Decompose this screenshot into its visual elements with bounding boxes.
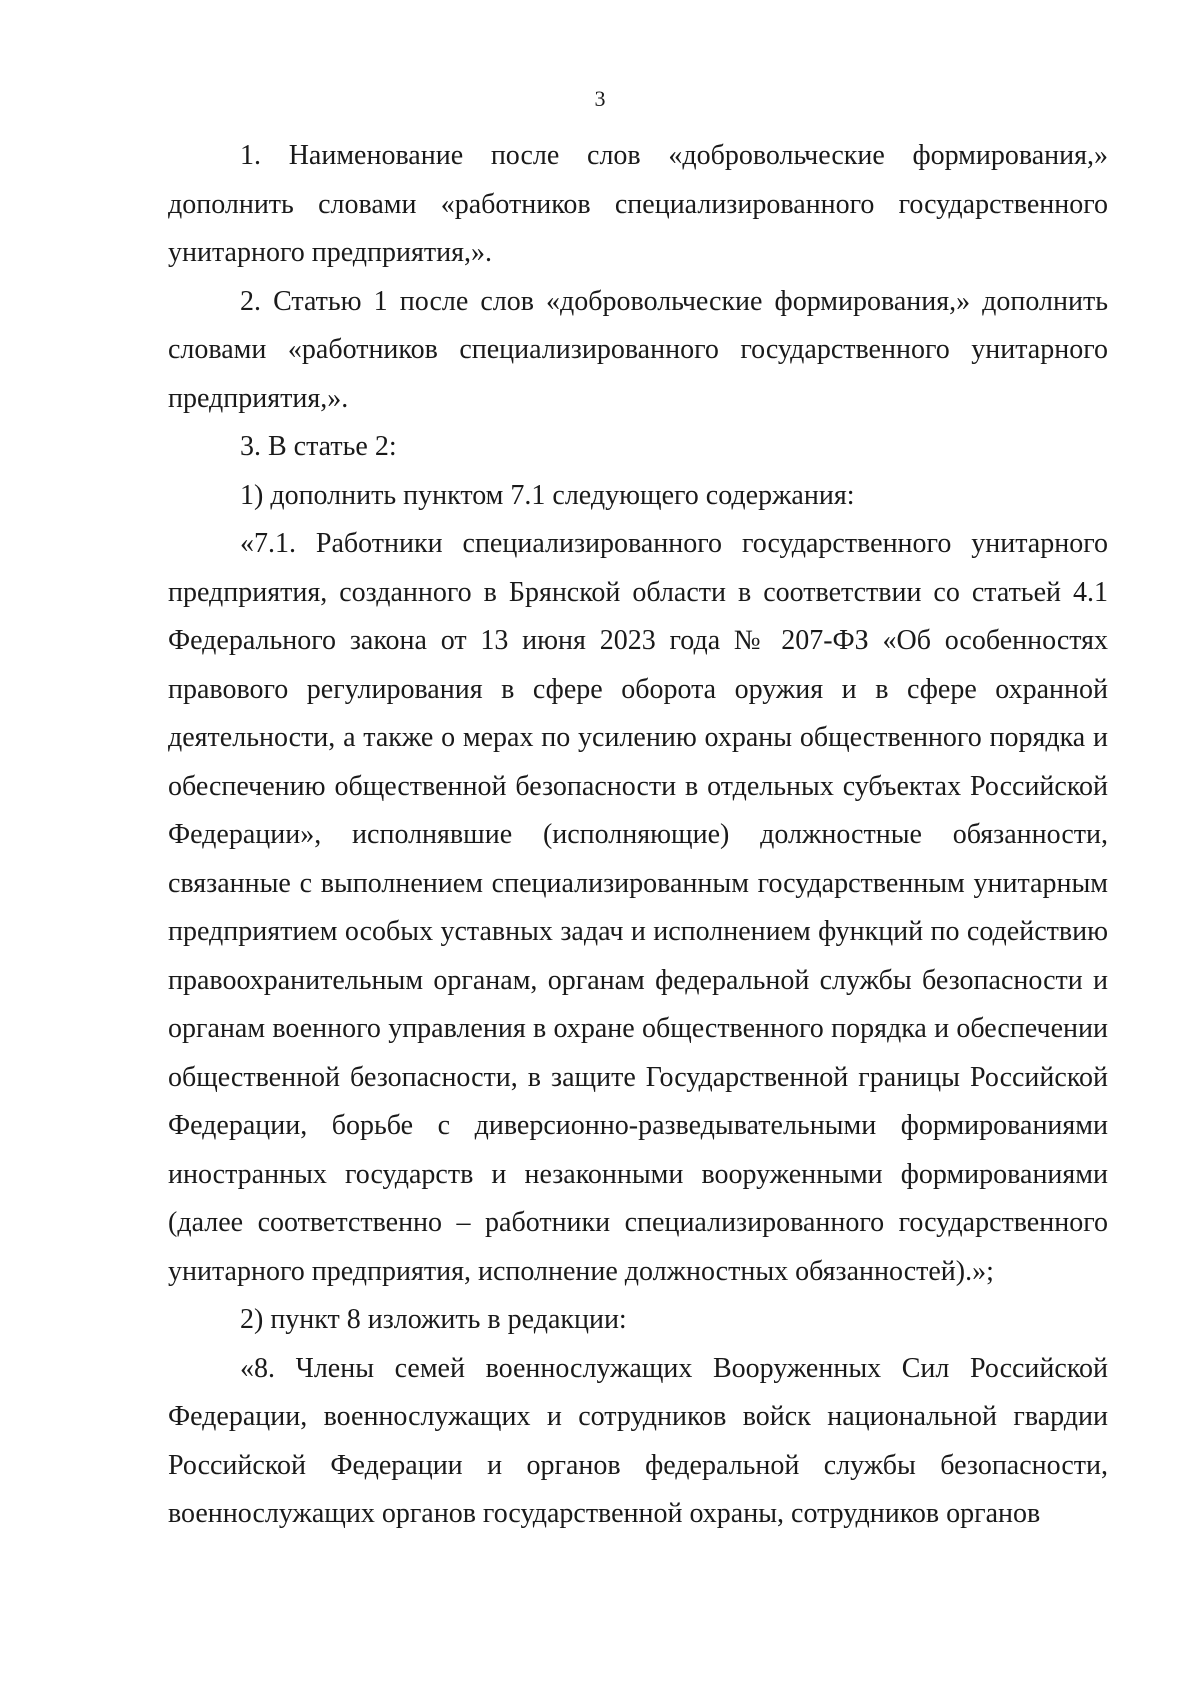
paragraph-5: «7.1. Работники специализированного государственного унитарного предприятия, созданного в Брянской области в соответствии со статьей 4.1 Федерального закона от 13 июня 2023 года № 207-ФЗ «Об особенностях правового регулирования в сфере оборота оружия и в сфере охранной деятельности, а также о мерах по усилению охраны общественного порядка и обеспечению общественной безопасности в отдельных субъектах Российской Федерации», исполнявшие (исполняющие) должностные обязанности, связанные с выполнением специализированным государственным унитарным предприятием особых уставных задач и исполнением функций по содействию правоохранительным органам, органам федеральной службы безопасности и органам военного управления в охране общественного порядка и обеспечении общественной безопасности, в защите Государственной границы Российской Федерации, борьбе с диверсионно-разведывательными формированиями иностранных государств и незаконными вооруженными формированиями (далее соответственно – работники специализированного государственного унитарного предприятия, исполнение должностных обязанностей).»; (168, 528, 1108, 1287)
paragraph-6: 2) пункт 8 изложить в редакции: (240, 1304, 627, 1335)
paragraph-2: 2. Статью 1 после слов «добровольческие формирования,» дополнить словами «работников специализированного государственного унитарного предприятия,». (168, 285, 1108, 414)
paragraph-3: 3. В статье 2: (240, 431, 397, 462)
document-body (168, 132, 1108, 1539)
page-number: 3 (594, 86, 606, 111)
paragraph-7: «8. Члены семей военнослужащих Вооруженных Сил Российской Федерации, военнослужащих и сотрудников войск национальной гвардии Российской Федерации и органов федеральной службы безопасности, военнослужащих органов государственной охраны, сотрудников органов (168, 1352, 1108, 1529)
paragraph-4: 1) дополнить пунктом 7.1 следующего содержания: (240, 479, 855, 511)
paragraph-1: 1. Наименование после слов «добровольческие формирования,» дополнить словами «работников специализированного государственного унитарного предприятия,». (168, 140, 1108, 268)
